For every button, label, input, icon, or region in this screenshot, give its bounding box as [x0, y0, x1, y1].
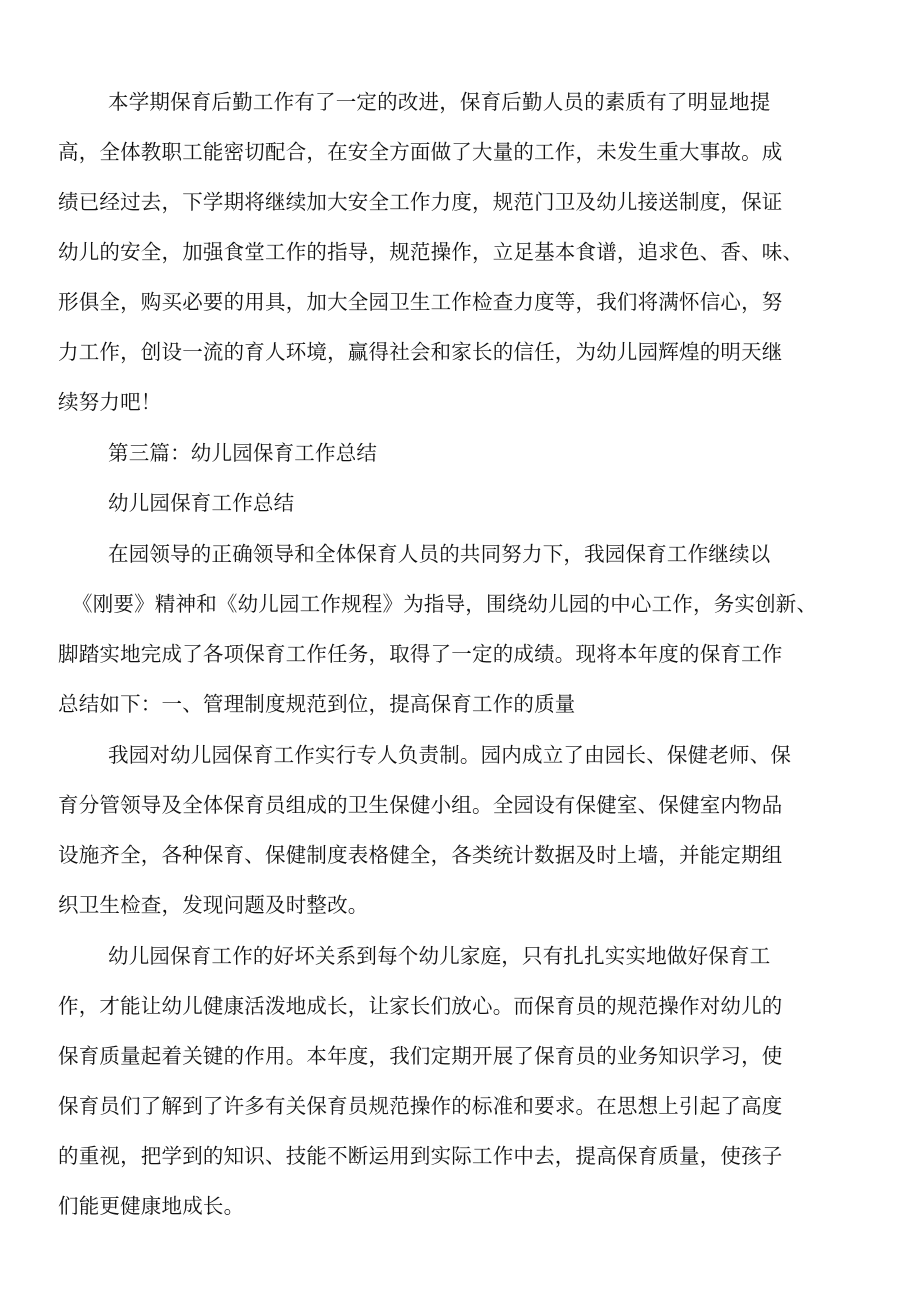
paragraph-4-line-5: 的重视，把学到的知识、技能不断运用到实际工作中去，提高保育质量，使孩子 [58, 1144, 783, 1168]
paragraph-1-line-5: 形俱全，购买必要的用具，加大全园卫生工作检查力度等，我们将满怀信心，努 [58, 290, 783, 314]
paragraph-2-line-3: 脚踏实地完成了各项保育工作任务，取得了一定的成绩。现将本年度的保育工作 [58, 642, 783, 666]
paragraph-3-line-2: 育分管领导及全体保育员组成的卫生保健小组。全园设有保健室、保健室内物品 [58, 793, 783, 817]
paragraph-1-line-1: 本学期保育后勤工作有了一定的改进，保育后勤人员的素质有了明显地提 [108, 90, 771, 114]
paragraph-4-line-4: 保育员们了解到了许多有关保育员规范操作的标准和要求。在思想上引起了高度 [58, 1094, 783, 1118]
paragraph-3-line-1: 我园对幼儿园保育工作实行专人负责制。园内成立了由园长、保健老师、保 [108, 743, 792, 767]
paragraph-4-line-1: 幼儿园保育工作的好坏关系到每个幼儿家庭，只有扎扎实实地做好保育工 [108, 944, 771, 968]
paragraph-1-line-2: 高，全体教职工能密切配合，在安全方面做了大量的工作，未发生重大事故。成 [58, 140, 783, 164]
paragraph-1-line-3: 绩已经过去，下学期将继续加大安全工作力度，规范门卫及幼儿接送制度，保证 [58, 190, 783, 214]
paragraph-4-line-6: 们能更健康地成长。 [58, 1194, 245, 1218]
paragraph-3-line-3: 设施齐全，各种保育、保健制度表格健全，各类统计数据及时上墙，并能定期组 [58, 843, 783, 867]
paragraph-2-line-4: 总结如下：一、管理制度规范到位，提高保育工作的质量 [58, 692, 576, 716]
paragraph-2-line-2: 《刚要》精神和《幼儿园工作规程》为指导，围绕幼儿园的中心工作，务实创新、 [72, 592, 818, 616]
paragraph-1-line-4: 幼儿的安全，加强食堂工作的指导，规范操作，立足基本食谱，追求色、香、味、 [58, 240, 804, 264]
paragraph-3-line-4: 织卫生检查，发现问题及时整改。 [58, 893, 369, 917]
document-title: 幼儿园保育工作总结 [108, 491, 295, 515]
section-heading: 第三篇：幼儿园保育工作总结 [108, 441, 378, 465]
paragraph-1-line-7: 续努力吧！ [58, 390, 162, 414]
paragraph-2-line-1: 在园领导的正确领导和全体保育人员的共同努力下，我园保育工作继续以 [108, 542, 771, 566]
paragraph-1-line-6: 力工作，创设一流的育人环境，赢得社会和家长的信任，为幼儿园辉煌的明天继 [58, 340, 783, 364]
paragraph-4-line-2: 作，才能让幼儿健康活泼地成长，让家长们放心。而保育员的规范操作对幼儿的 [58, 994, 783, 1018]
paragraph-4-line-3: 保育质量起着关键的作用。本年度，我们定期开展了保育员的业务知识学习，使 [58, 1044, 783, 1068]
